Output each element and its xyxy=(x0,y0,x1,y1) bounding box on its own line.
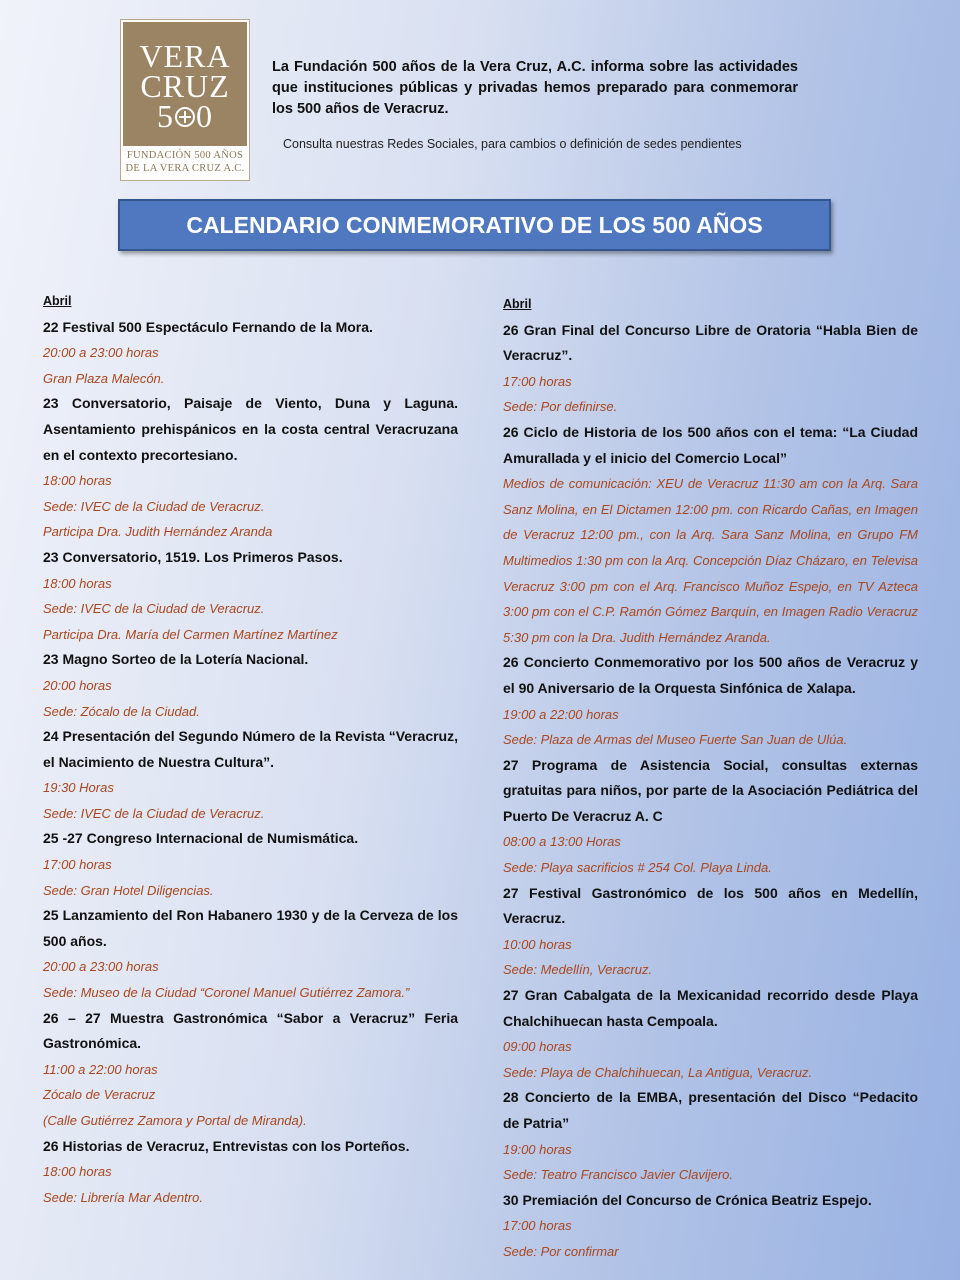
event-detail: 18:00 horas xyxy=(43,575,112,591)
event-item xyxy=(503,1188,918,1265)
event-detail: 08:00 a 13:00 Horas xyxy=(503,834,621,850)
event-title: 26 Historias de Veracruz, Entrevistas con los Porteños. xyxy=(43,1137,410,1154)
event-detail: 17:00 horas xyxy=(503,373,572,389)
event-detail: Sede: Plaza de Armas del Museo Fuerte San Juan de Ulúa. xyxy=(503,732,848,748)
event-title: 23 Conversatorio, 1519. Los Primeros Pasos. xyxy=(43,548,343,565)
event-title: 28 Concierto de la EMBA, presentación del Disco “Pedacito de Patria” xyxy=(503,1089,918,1131)
event-title: 23 Magno Sorteo de la Lotería Nacional. xyxy=(43,651,309,668)
event-item xyxy=(503,983,918,1085)
logo-line-cruz: CRUZ xyxy=(140,68,230,104)
event-detail: Sede: Medellín, Veracruz. xyxy=(503,962,653,978)
event-item xyxy=(503,420,918,650)
event-detail: Sede: Teatro Francisco Javier Clavijero. xyxy=(503,1167,734,1183)
event-item xyxy=(43,903,458,1005)
event-title: 22 Festival 500 Espectáculo Fernando de la Mora. xyxy=(43,318,373,335)
event-detail: Sede: Zócalo de la Ciudad. xyxy=(43,703,200,719)
event-detail: 20:00 a 23:00 horas xyxy=(43,959,159,975)
event-title: 26 Ciclo de Historia de los 500 años con el tema: “La Ciudad Amurallada y el inicio del Comercio Local” xyxy=(503,423,918,466)
logo-foundation-label xyxy=(123,146,247,178)
event-detail: 20:00 horas xyxy=(43,677,112,693)
intro-paragraph: La Fundación 500 años de la Vera Cruz, A.C. informa sobre las actividades que instituciones públicas y privadas hemos preparado para conmemorar los 500 años de Veracruz. xyxy=(272,59,798,117)
event-item xyxy=(43,1134,458,1211)
event-detail: Sede: IVEC de la Ciudad de Veracruz. xyxy=(43,805,265,821)
event-title: 23 Conversatorio, Paisaje de Viento, Duna y Laguna. Asentamiento prehispánicos en la costa central Veracruzana en el contexto precortesiano. xyxy=(43,395,458,463)
event-title: 27 Programa de Asistencia Social, consultas externas gratuitas para niños, por parte de la Asociación Pediátrica del Puerto De Veracruz A. C xyxy=(503,756,918,824)
event-item xyxy=(43,724,458,826)
logo-digit-five: 5 xyxy=(157,98,174,134)
event-detail: Participa Dra. María del Carmen Martínez Martínez xyxy=(43,626,338,642)
event-detail: Sede: Playa sacrificios # 254 Col. Playa Linda. xyxy=(503,860,772,876)
event-title: 26 Concierto Conmemorativo por los 500 años de Veracruz y el 90 Aniversario de la Orquesta Sinfónica de Xalapa. xyxy=(503,654,918,696)
event-detail: Sede: IVEC de la Ciudad de Veracruz. xyxy=(43,498,265,514)
event-detail: Zócalo de Veracruz xyxy=(43,1087,156,1103)
event-detail: 19:30 Horas xyxy=(43,780,114,796)
event-detail: Sede: IVEC de la Ciudad de Veracruz. xyxy=(43,601,265,617)
event-detail: 17:00 horas xyxy=(43,857,112,873)
vera-cruz-logo xyxy=(121,20,249,180)
event-detail: 19:00 a 22:00 horas xyxy=(503,706,619,722)
event-detail: 09:00 horas xyxy=(503,1039,572,1055)
event-detail: Gran Plaza Malecón. xyxy=(43,370,165,386)
event-item xyxy=(43,826,458,903)
event-detail: (Calle Gutiérrez Zamora y Portal de Miranda). xyxy=(43,1113,307,1128)
logo-line-500 xyxy=(123,100,247,132)
event-title: 25 -27 Congreso Internacional de Numismática. xyxy=(43,830,359,847)
event-item xyxy=(503,650,918,752)
event-detail: Participa Dra. Judith Hernández Aranda xyxy=(43,524,273,540)
event-item xyxy=(43,315,458,392)
logo-sub-line-1: FUNDACIÓN 500 AÑOS xyxy=(126,150,244,161)
event-title: 27 Gran Cabalgata de la Mexicanidad recorrido desde Playa Chalchihuecan hasta Cempoala. xyxy=(503,987,918,1029)
event-detail: 20:00 a 23:00 horas xyxy=(43,345,159,361)
event-detail: Sede: Gran Hotel Diligencias. xyxy=(43,882,214,898)
event-title: 26 Gran Final del Concurso Libre de Oratoria “Habla Bien de Veracruz”. xyxy=(503,321,918,364)
social-media-note: Consulta nuestras Redes Sociales, para cambios o definición de sedes pendientes xyxy=(283,137,742,151)
event-detail: Sede: Por definirse. xyxy=(503,399,618,415)
event-item xyxy=(43,1006,458,1134)
event-item xyxy=(503,881,918,983)
event-detail: 17:00 horas xyxy=(503,1218,572,1234)
logo-line-vera: VERA xyxy=(139,38,231,74)
event-detail: Sede: Playa de Chalchihuecan, La Antigua, Veracruz. xyxy=(503,1064,813,1080)
event-item xyxy=(503,1085,918,1187)
event-detail: Sede: Librería Mar Adentro. xyxy=(43,1189,203,1205)
event-title: 24 Presentación del Segundo Número de la Revista “Veracruz, el Nacimiento de Nuestra Cultura”. xyxy=(43,728,458,770)
event-detail: 18:00 horas xyxy=(43,473,112,489)
event-detail: Medios de comunicación: XEU de Veracruz 11:30 am con la Arq. Sara Sanz Molina, en El Dictamen 12:00 pm. con Ricardo Cañas, en Imagen de Veracruz 12:00 pm., con la Arq. Sara Sanz Molina, en Grupo FM Multimedios 1:30 pm con la Arq. Concepción Díaz Cházaro, en Televisa Veracruz 3:00 pm con el Arq. Francisco Muñoz Espejo, en TV Azteca 3:00 pm con el C.P. Ramón Gómez Barquín, en Imagen Radio Veracruz 5:30 pm con la Dra. Judith Hernández Aranda. xyxy=(503,476,918,645)
calendar-title-banner: CALENDARIO CONMEMORATIVO DE LOS 500 AÑOS xyxy=(118,199,831,251)
event-detail: Sede: Museo de la Ciudad “Coronel Manuel Gutiérrez Zamora.” xyxy=(43,985,410,1001)
month-heading: Abril xyxy=(503,297,532,311)
event-item xyxy=(43,647,458,724)
event-detail: 19:00 horas xyxy=(503,1141,572,1157)
event-detail: 10:00 horas xyxy=(503,936,572,952)
left-column xyxy=(43,289,458,1210)
event-detail: 11:00 a 22:00 horas xyxy=(43,1061,158,1077)
event-title: 30 Premiación del Concurso de Crónica Beatriz Espejo. xyxy=(503,1191,872,1208)
event-detail: Sede: Por confirmar xyxy=(503,1243,619,1259)
event-item xyxy=(43,545,458,647)
month-heading: Abril xyxy=(43,294,72,308)
event-title: 27 Festival Gastronómico de los 500 años en Medellín, Veracruz. xyxy=(503,884,918,927)
right-column xyxy=(503,292,918,1265)
event-title: 25 Lanzamiento del Ron Habanero 1930 y de la Cerveza de los 500 años. xyxy=(43,907,458,949)
event-title: 26 – 27 Muestra Gastronómica “Sabor a Veracruz” Feria Gastronómica. xyxy=(43,1009,458,1052)
event-item xyxy=(503,753,918,881)
event-detail: 18:00 horas xyxy=(43,1164,112,1180)
event-item xyxy=(503,318,918,420)
logo-digit-zero: 0 xyxy=(196,98,213,134)
logo-sub-line-2: DE LA VERA CRUZ A.C. xyxy=(125,163,245,174)
logo-cross-icon xyxy=(175,107,195,127)
event-item xyxy=(43,391,458,545)
